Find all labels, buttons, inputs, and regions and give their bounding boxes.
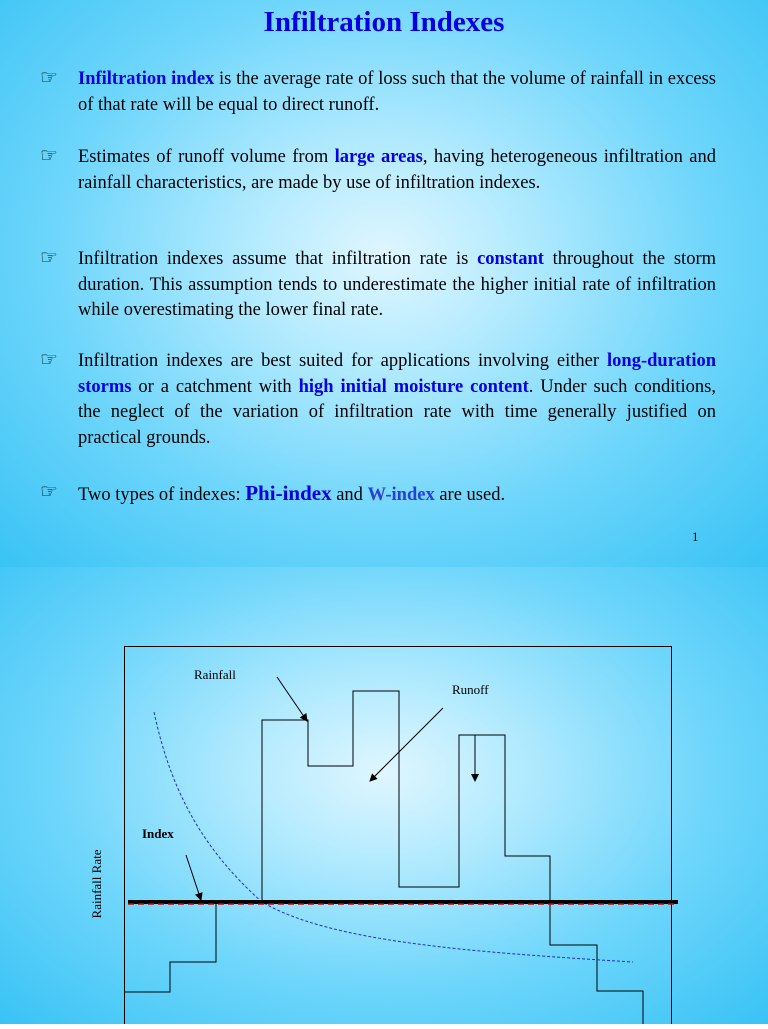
index-arrow	[186, 855, 201, 900]
rainfall-hyetograph	[124, 691, 671, 1024]
pointing-hand-icon: ☞	[40, 67, 58, 89]
runoff-label: Runoff	[452, 682, 489, 697]
bullet-large-areas	[40, 145, 716, 196]
bullet-text: Estimates of runoff volume from large areas, having heterogeneous infiltration and rainfall characteristics, are made by use of infiltration indexes.	[78, 147, 716, 193]
y-axis-label: Rainfall Rate	[89, 849, 104, 919]
bullet-constant-rate	[40, 247, 716, 324]
bullet-text: Two types of indexes: Phi-index and W-index are used.	[78, 481, 506, 505]
bullet-infiltration-index	[40, 67, 716, 118]
pointing-hand-icon: ☞	[40, 247, 58, 269]
bullet-best-suited	[40, 349, 716, 451]
pointing-hand-icon: ☞	[40, 481, 58, 503]
bullet-text: Infiltration index is the average rate of loss such that the volume of rainfall in excess of that rate will be equal to direct runoff.	[78, 69, 716, 115]
pointing-hand-icon: ☞	[40, 145, 58, 167]
plot-frame	[125, 647, 672, 1025]
runoff-arrow-1	[370, 708, 443, 781]
bullet-text: Infiltration indexes are best suited for applications involving either long-duration storms or a catchment with high initial moisture content. Under such conditions, the neglect of the variation of infiltration rate with time generally justified on practical grounds.	[78, 351, 716, 448]
pointing-hand-icon: ☞	[40, 349, 58, 371]
bullet-two-types	[40, 481, 716, 509]
bullet-text: Infiltration indexes assume that infiltration rate is constant throughout the storm duration. This assumption tends to underestimate the higher initial rate of infiltration while overestimating the lower final rate.	[78, 249, 716, 320]
index-label: Index	[142, 826, 174, 841]
infiltration-diagram	[0, 567, 768, 1024]
slide-title: Infiltration Indexes	[263, 6, 505, 38]
rainfall-arrow	[277, 677, 307, 721]
slide-number: 1	[692, 529, 699, 544]
infiltration-curve	[154, 712, 633, 962]
slide-2	[0, 567, 768, 1024]
rainfall-label: Rainfall	[194, 667, 236, 682]
